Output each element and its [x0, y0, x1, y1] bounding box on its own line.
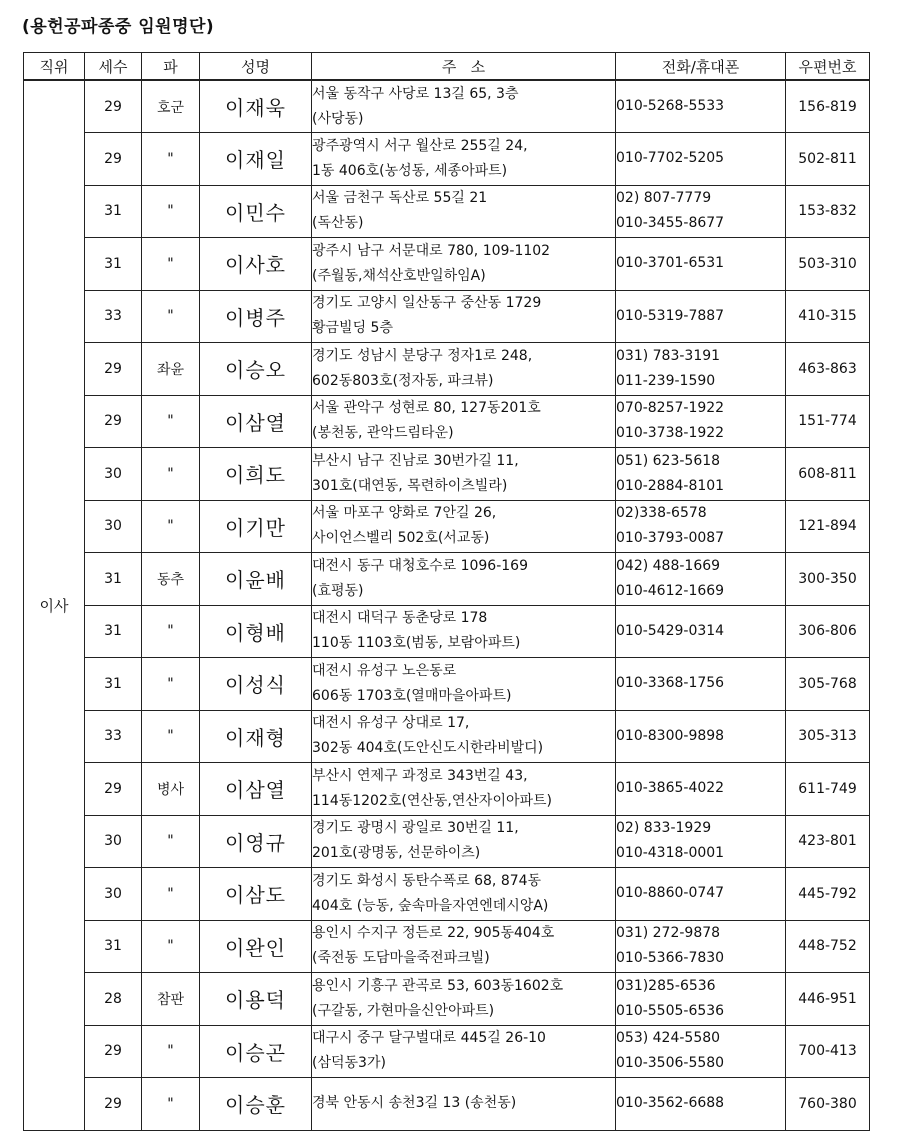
phone-cell	[616, 343, 786, 396]
address-cell	[312, 920, 616, 973]
phone-cell	[616, 658, 786, 711]
branch-cell: "	[142, 815, 200, 868]
phone-cell	[616, 763, 786, 816]
header-row	[24, 53, 870, 81]
address-cell-line: 302동 404호(도안신도시한라비발디)	[312, 740, 544, 757]
address-cell	[312, 133, 616, 186]
address-cell	[312, 185, 616, 238]
branch-cell: "	[142, 500, 200, 553]
name-cell: 이삼도	[200, 868, 312, 921]
postcode-cell: 448-752	[786, 920, 870, 973]
address-cell-line: 서울 금천구 독산로 55길 21	[312, 190, 488, 207]
postcode-cell: 151-774	[786, 395, 870, 448]
branch-cell: "	[142, 133, 200, 186]
table-row	[24, 815, 870, 868]
branch-cell: "	[142, 710, 200, 763]
phone-cell-line: 010-4318-0001	[616, 845, 725, 862]
table-row	[24, 1025, 870, 1078]
roster-body	[24, 80, 870, 1130]
address-cell	[312, 80, 616, 133]
address-cell	[312, 343, 616, 396]
phone-cell-line: 02) 833-1929	[616, 820, 712, 837]
address-cell	[312, 448, 616, 501]
address-cell-line: 1동 406호(농성동, 세종아파트)	[312, 162, 508, 179]
generation-cell: 30	[85, 868, 142, 921]
table-row	[24, 133, 870, 186]
branch-cell: 동추	[142, 553, 200, 606]
table-row	[24, 920, 870, 973]
header-address: 주 소	[312, 53, 616, 81]
generation-cell: 31	[85, 658, 142, 711]
address-cell	[312, 1078, 616, 1131]
phone-cell-line: 010-5268-5533	[616, 98, 725, 114]
name-cell: 이윤배	[200, 553, 312, 606]
table-row	[24, 290, 870, 343]
address-cell-line: 광주광역시 서구 월산로 255길 24,	[312, 137, 528, 154]
address-cell	[312, 973, 616, 1026]
address-cell-line: 경기도 광명시 광일로 30번길 11,	[312, 820, 519, 837]
generation-cell: 30	[85, 448, 142, 501]
address-cell	[312, 658, 616, 711]
address-cell-line: 경기도 성남시 분당구 정자1로 248,	[312, 347, 533, 364]
phone-cell-line: 010-3793-0087	[616, 530, 725, 547]
address-cell-line: 대전시 동구 대청호수로 1096-169	[312, 557, 528, 574]
phone-cell-line: 010-8300-9898	[616, 727, 725, 744]
table-row	[24, 80, 870, 133]
phone-cell-line: 010-7702-5205	[616, 150, 725, 167]
address-cell-line: (구갈동, 가현마을신안아파트)	[312, 1002, 495, 1019]
branch-cell: "	[142, 605, 200, 658]
table-row	[24, 763, 870, 816]
table-row	[24, 238, 870, 291]
branch-cell: "	[142, 448, 200, 501]
table-row	[24, 500, 870, 553]
postcode-cell: 300-350	[786, 553, 870, 606]
generation-cell: 30	[85, 500, 142, 553]
address-cell-line: 서울 관악구 성현로 80, 127동201호	[312, 400, 541, 417]
generation-cell: 31	[85, 238, 142, 291]
generation-cell: 33	[85, 290, 142, 343]
postcode-cell: 611-749	[786, 763, 870, 816]
phone-cell-line: 010-5505-6536	[616, 1002, 725, 1019]
table-row	[24, 553, 870, 606]
address-cell-line: 대전시 대덕구 동춘당로 178	[312, 610, 488, 627]
name-cell: 이기만	[200, 500, 312, 553]
phone-cell-line: 053) 424-5580	[616, 1030, 721, 1047]
name-cell: 이승곤	[200, 1025, 312, 1078]
name-cell: 이삼열	[200, 763, 312, 816]
branch-cell: "	[142, 185, 200, 238]
address-cell	[312, 238, 616, 291]
address-cell-line: 606동 1703호(열매마을아파트)	[312, 687, 512, 704]
postcode-cell: 410-315	[786, 290, 870, 343]
address-cell-line: 사이언스벨리 502호(서교동)	[312, 530, 490, 547]
branch-cell: "	[142, 1078, 200, 1131]
phone-cell	[616, 868, 786, 921]
address-cell-line: 201호(광명동, 선문하이츠)	[312, 845, 481, 862]
name-cell: 이재욱	[200, 80, 312, 133]
address-cell-line: 114동1202호(연산동,연산자이아파트)	[312, 792, 553, 809]
phone-cell-line: 02) 807-7779	[616, 190, 712, 207]
phone-cell-line: 010-3865-4022	[616, 780, 725, 797]
postcode-cell: 445-792	[786, 868, 870, 921]
address-cell	[312, 868, 616, 921]
generation-cell: 31	[85, 605, 142, 658]
table-row	[24, 868, 870, 921]
generation-cell: 31	[85, 553, 142, 606]
phone-cell	[616, 1025, 786, 1078]
address-cell-line: 서울 마포구 양화로 7안길 26,	[312, 505, 497, 522]
phone-cell-line: 010-3701-6531	[616, 255, 725, 272]
phone-cell-line: 010-5429-0314	[616, 622, 725, 639]
phone-cell	[616, 1078, 786, 1131]
address-cell	[312, 605, 616, 658]
branch-cell: "	[142, 658, 200, 711]
generation-cell: 29	[85, 80, 142, 133]
branch-cell: 병사	[142, 763, 200, 816]
phone-cell	[616, 920, 786, 973]
name-cell: 이완인	[200, 920, 312, 973]
table-row	[24, 710, 870, 763]
phone-cell-line: 010-3738-1922	[616, 425, 725, 442]
phone-cell-line: 010-8860-0747	[616, 885, 725, 902]
phone-cell	[616, 448, 786, 501]
branch-cell: "	[142, 1025, 200, 1078]
phone-cell	[616, 80, 786, 133]
name-cell: 이승오	[200, 343, 312, 396]
branch-cell: "	[142, 920, 200, 973]
address-cell-line: 경기도 고양시 일산동구 중산동 1729	[312, 295, 542, 312]
generation-cell: 29	[85, 763, 142, 816]
postcode-cell: 153-832	[786, 185, 870, 238]
postcode-cell: 423-801	[786, 815, 870, 868]
phone-cell-line: 031)285-6536	[616, 977, 716, 994]
name-cell: 이승훈	[200, 1078, 312, 1131]
address-cell	[312, 815, 616, 868]
phone-cell-line: 031) 272-9878	[616, 925, 721, 942]
generation-cell: 29	[85, 343, 142, 396]
postcode-cell: 305-313	[786, 710, 870, 763]
postcode-cell: 502-811	[786, 133, 870, 186]
phone-cell-line: 010-4612-1669	[616, 582, 725, 599]
phone-cell-line: 010-5319-7887	[616, 307, 725, 324]
header-phone: 전화/휴대폰	[616, 53, 786, 81]
phone-cell-line: 010-5366-7830	[616, 950, 725, 967]
phone-cell-line: 010-3455-8677	[616, 215, 725, 232]
name-cell: 이형배	[200, 605, 312, 658]
phone-cell	[616, 815, 786, 868]
table-row	[24, 973, 870, 1026]
address-cell-line: 경기도 화성시 동탄수폭로 68, 874동	[312, 872, 542, 889]
table-row	[24, 1078, 870, 1131]
address-cell	[312, 710, 616, 763]
phone-cell	[616, 553, 786, 606]
phone-cell	[616, 238, 786, 291]
position-cell: 이사	[24, 80, 85, 1130]
header-name: 성명	[200, 53, 312, 81]
postcode-cell: 463-863	[786, 343, 870, 396]
generation-cell: 29	[85, 395, 142, 448]
name-cell: 이삼열	[200, 395, 312, 448]
address-cell	[312, 500, 616, 553]
table-row	[24, 343, 870, 396]
phone-cell-line: 011-239-1590	[616, 372, 716, 389]
address-cell-line: 용인시 기흥구 관곡로 53, 603동1602호	[312, 977, 564, 994]
branch-cell: "	[142, 868, 200, 921]
phone-cell-line: 042) 488-1669	[616, 557, 721, 574]
address-cell-line: 301호(대연동, 목련하이츠빌라)	[312, 477, 508, 494]
phone-cell-line: 070-8257-1922	[616, 400, 725, 417]
postcode-cell: 608-811	[786, 448, 870, 501]
address-cell-line: 황금빌딩 5층	[312, 320, 393, 337]
address-cell-line: 110동 1103호(범동, 보람아파트)	[312, 635, 521, 652]
phone-cell	[616, 185, 786, 238]
address-cell	[312, 1025, 616, 1078]
phone-cell	[616, 290, 786, 343]
address-cell-line: (봉천동, 관악드림타운)	[312, 425, 454, 442]
address-cell-line: (주월동,채석산호반일하임A)	[312, 267, 486, 284]
address-cell-line: 광주시 남구 서문대로 780, 109-1102	[312, 242, 551, 259]
address-cell-line: 경북 안동시 송천3길 13 (송천동)	[312, 1095, 517, 1112]
phone-cell	[616, 973, 786, 1026]
name-cell: 이용덕	[200, 973, 312, 1026]
address-cell-line: 404호 (능동, 숲속마을자연엔데시앙A)	[312, 897, 549, 914]
phone-cell-line: 010-3562-6688	[616, 1095, 725, 1112]
phone-cell-line: 010-3368-1756	[616, 675, 725, 692]
generation-cell: 31	[85, 920, 142, 973]
address-cell-line: (독산동)	[312, 215, 364, 232]
name-cell: 이성식	[200, 658, 312, 711]
generation-cell: 33	[85, 710, 142, 763]
name-cell: 이사호	[200, 238, 312, 291]
phone-cell	[616, 710, 786, 763]
address-cell-line: 대전시 유성구 상대로 17,	[312, 715, 470, 732]
generation-cell: 29	[85, 133, 142, 186]
document-title: (용헌공파종중 임원명단)	[22, 17, 215, 37]
address-cell-line: (삼덕동3가)	[312, 1055, 386, 1072]
name-cell: 이재일	[200, 133, 312, 186]
generation-cell: 29	[85, 1025, 142, 1078]
branch-cell: 호군	[142, 80, 200, 133]
table-row	[24, 185, 870, 238]
address-cell	[312, 763, 616, 816]
postcode-cell: 700-413	[786, 1025, 870, 1078]
generation-cell: 30	[85, 815, 142, 868]
postcode-cell: 306-806	[786, 605, 870, 658]
phone-cell-line: 010-2884-8101	[616, 477, 725, 494]
generation-cell: 31	[85, 185, 142, 238]
phone-cell-line: 031) 783-3191	[616, 347, 721, 364]
address-cell-line: (사당동)	[312, 110, 364, 127]
branch-cell: 좌윤	[142, 343, 200, 396]
branch-cell: 참판	[142, 973, 200, 1026]
header-generation: 세수	[85, 53, 142, 81]
header-branch: 파	[142, 53, 200, 81]
phone-cell-line: 051) 623-5618	[616, 452, 721, 469]
name-cell: 이민수	[200, 185, 312, 238]
phone-cell-line: 010-3506-5580	[616, 1055, 725, 1072]
header-position: 직위	[24, 53, 85, 81]
header-postcode: 우편번호	[786, 53, 870, 81]
phone-cell	[616, 500, 786, 553]
generation-cell: 28	[85, 973, 142, 1026]
phone-cell	[616, 133, 786, 186]
address-cell	[312, 553, 616, 606]
name-cell: 이영규	[200, 815, 312, 868]
address-cell-line: 대전시 유성구 노은동로	[312, 662, 457, 679]
name-cell: 이희도	[200, 448, 312, 501]
address-cell-line: 부산시 연제구 과정로 343번길 43,	[312, 767, 528, 784]
postcode-cell: 760-380	[786, 1078, 870, 1131]
postcode-cell: 305-768	[786, 658, 870, 711]
branch-cell: "	[142, 290, 200, 343]
generation-cell: 29	[85, 1078, 142, 1131]
address-cell-line: 용인시 수지구 정든로 22, 905동404호	[312, 925, 555, 942]
address-cell-line: 602동803호(정자동, 파크뷰)	[312, 372, 494, 389]
table-row	[24, 395, 870, 448]
address-cell-line: 서울 동작구 사당로 13길 65, 3층	[312, 85, 519, 102]
name-cell: 이재형	[200, 710, 312, 763]
postcode-cell: 446-951	[786, 973, 870, 1026]
postcode-cell: 156-819	[786, 80, 870, 133]
postcode-cell: 503-310	[786, 238, 870, 291]
branch-cell: "	[142, 395, 200, 448]
address-cell-line: 대구시 중구 달구벌대로 445길 26-10	[312, 1030, 546, 1047]
postcode-cell: 121-894	[786, 500, 870, 553]
address-cell-line: 부산시 남구 진남로 30번가길 11,	[312, 452, 519, 469]
officer-roster-table	[23, 52, 870, 1131]
address-cell-line: (죽전동 도담마을죽전파크빌)	[312, 950, 490, 967]
table-row	[24, 658, 870, 711]
address-cell-line: (효평동)	[312, 582, 364, 599]
table-row	[24, 605, 870, 658]
phone-cell	[616, 605, 786, 658]
address-cell	[312, 290, 616, 343]
table-row	[24, 448, 870, 501]
name-cell: 이병주	[200, 290, 312, 343]
branch-cell: "	[142, 238, 200, 291]
address-cell	[312, 395, 616, 448]
phone-cell	[616, 395, 786, 448]
phone-cell-line: 02)338-6578	[616, 505, 707, 522]
